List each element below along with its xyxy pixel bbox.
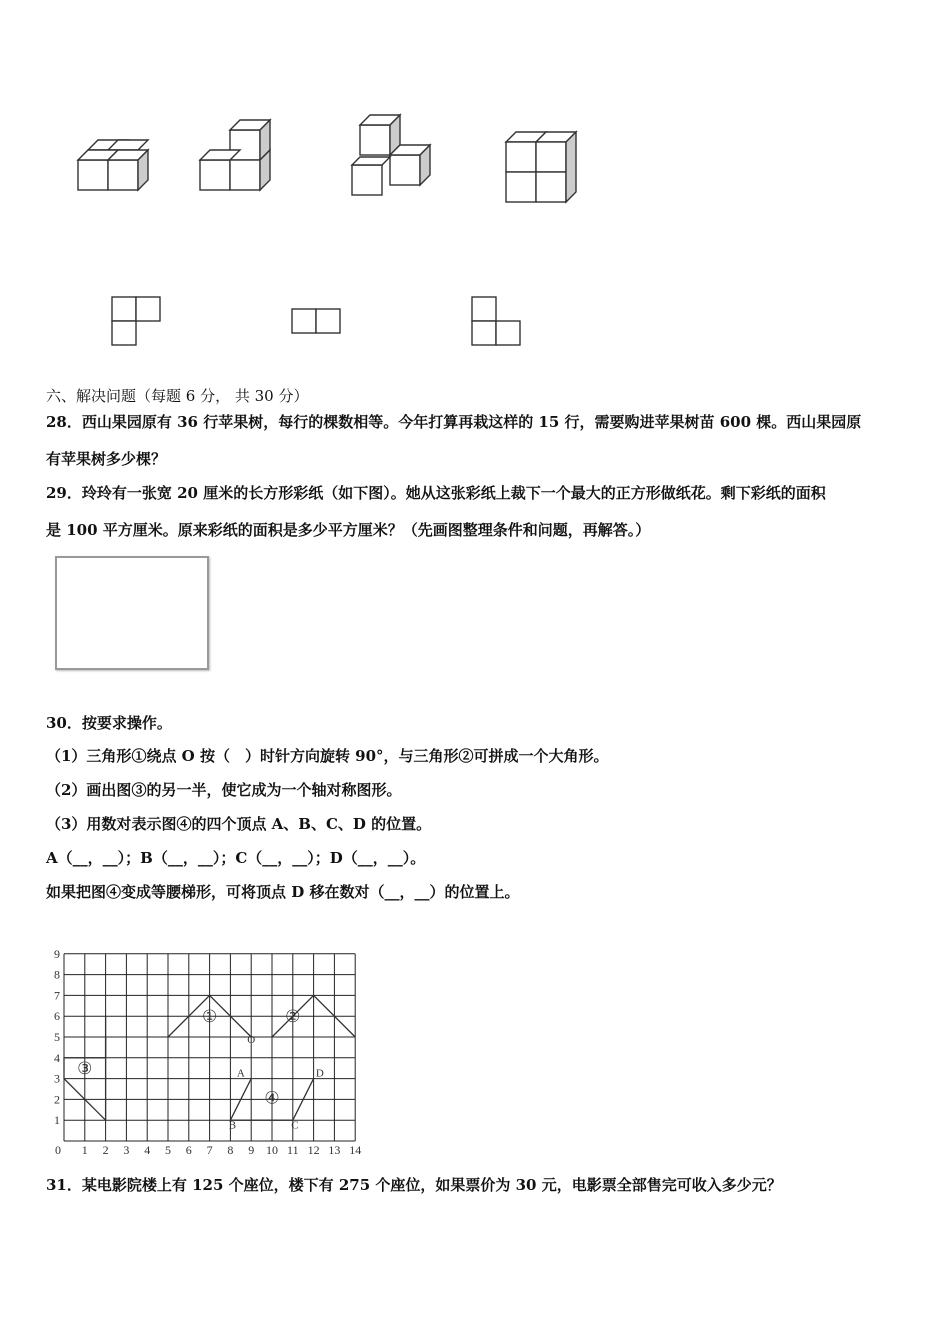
x-tick-label: 11 <box>287 1143 299 1155</box>
cube-figure-4 <box>506 132 576 202</box>
x-tick-label: 7 <box>206 1143 213 1155</box>
q28-line2: 有苹果树多少棵？ <box>46 450 167 468</box>
q30-item3: （3）用数对表示图④的四个顶点 A、B、C、D 的位置。 <box>46 815 432 833</box>
q30-blanks: A（__，__）；B（__，__）；C（__，__）；D（__，__）。 <box>46 849 426 867</box>
view-2 <box>292 309 340 333</box>
q29-line1: 29．玲玲有一张宽 20 厘米的长方形彩纸（如下图）。她从这张彩纸上裁下一个最大的正方形做纸花。剩下彩纸的面积 <box>46 484 826 502</box>
cube-figure-1 <box>78 140 148 190</box>
shape-label-1: ① <box>201 1007 218 1027</box>
coordinate-grid <box>40 910 370 1155</box>
point-label-d: D <box>315 1067 324 1080</box>
x-tick-label: 0 <box>55 1143 61 1155</box>
shape-label-3: ③ <box>77 1059 93 1079</box>
cube-figure-3 <box>352 115 430 195</box>
y-tick-label: 8 <box>54 967 60 982</box>
x-tick-label: 3 <box>123 1143 130 1155</box>
cube-figure-2 <box>200 120 270 190</box>
y-tick-label: 9 <box>54 946 60 961</box>
x-tick-label: 12 <box>307 1143 320 1155</box>
q31-line1: 31．某电影院楼上有 125 个座位，楼下有 275 个座位，如果票价为 30 元，电影票全部售完可收入多少元？ <box>46 1176 782 1194</box>
y-tick-label: 7 <box>54 988 60 1003</box>
y-tick-label: 4 <box>54 1050 60 1065</box>
y-tick-label: 3 <box>54 1071 60 1086</box>
x-tick-label: 10 <box>266 1143 278 1155</box>
q28-line1: 28．西山果园原有 36 行苹果树，每行的棵数相等。今年打算再栽这样的 15 行，需要购进苹果树苗 600 棵。西山果园原 <box>46 413 862 431</box>
shape-label-4: ④ <box>264 1088 280 1108</box>
x-tick-label: 5 <box>165 1143 171 1155</box>
view-1 <box>112 297 160 345</box>
section-heading: 六、解决问题（每题 6 分， 共 30 分） <box>46 387 309 405</box>
y-tick-label: 6 <box>54 1009 60 1024</box>
q30-item1: （1）三角形①绕点 O 按（ ）时针方向旋转 90°，与三角形②可拼成一个大角形。 <box>46 747 609 765</box>
q30-item4: 如果把图④变成等腰梯形，可将顶点 D 移在数对（__，__）的位置上。 <box>46 883 520 901</box>
flat-views <box>100 290 540 350</box>
x-tick-label: 9 <box>248 1143 255 1155</box>
point-label-b: B <box>228 1119 237 1132</box>
x-tick-label: 8 <box>227 1143 234 1155</box>
point-label-o: O <box>247 1034 256 1047</box>
x-tick-label: 4 <box>144 1143 151 1155</box>
q30-item2: （2）画出图③的另一半，使它成为一个轴对称图形。 <box>46 781 402 799</box>
paper-rectangle <box>55 556 209 670</box>
grid-lines <box>64 954 355 1141</box>
shape-labels <box>77 1007 324 1131</box>
x-tick-label: 2 <box>102 1143 109 1155</box>
y-tick-label: 1 <box>54 1113 60 1128</box>
q30-title: 30．按要求操作。 <box>46 714 172 732</box>
q29-line2: 是 100 平方厘米。原来彩纸的面积是多少平方厘米？（先画图整理条件和问题，再解答。） <box>46 521 651 539</box>
y-axis-labels <box>54 947 60 1127</box>
x-tick-label: 1 <box>81 1143 88 1155</box>
point-label-a: A <box>236 1067 245 1080</box>
y-tick-label: 5 <box>54 1030 60 1044</box>
point-label-c: C <box>291 1119 299 1132</box>
cube-figures <box>60 110 600 220</box>
x-tick-label: 13 <box>328 1143 341 1155</box>
x-tick-label: 14 <box>349 1143 362 1155</box>
x-tick-label: 6 <box>185 1143 192 1155</box>
x-axis-labels <box>55 1143 361 1155</box>
shape-label-2: ② <box>285 1007 301 1027</box>
view-3 <box>472 297 520 345</box>
y-tick-label: 2 <box>54 1092 60 1107</box>
